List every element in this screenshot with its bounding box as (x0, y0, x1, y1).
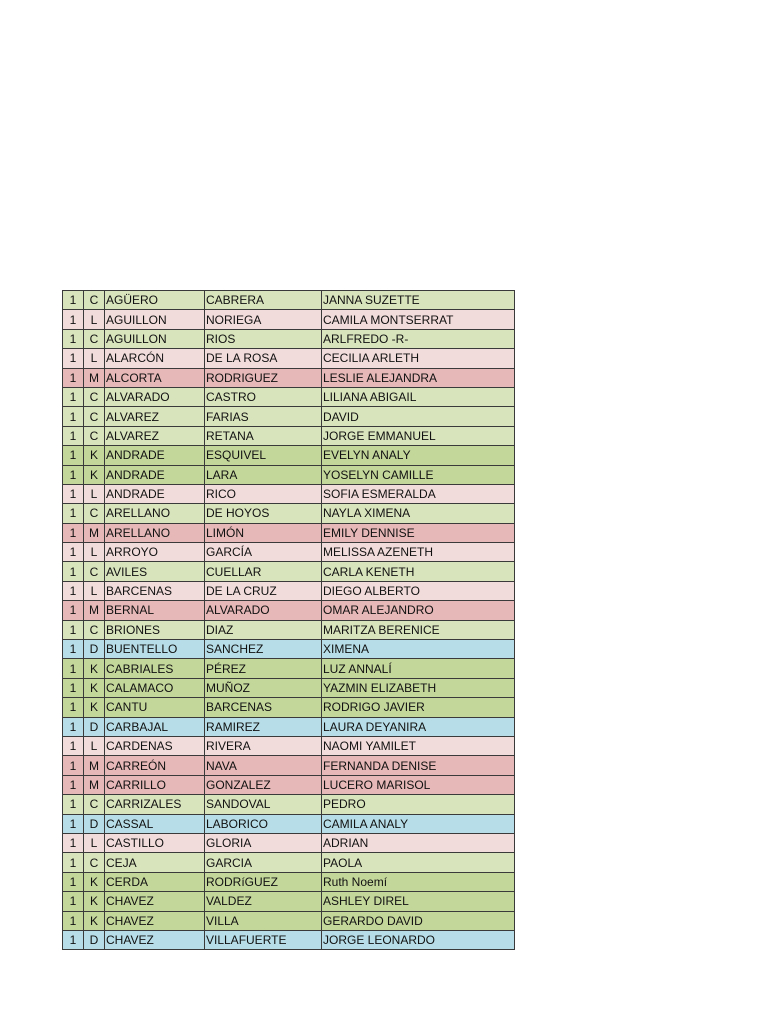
cell-given-names[interactable]: RODRIGO JAVIER (322, 698, 515, 717)
cell-second-surname[interactable]: VILLA (205, 911, 322, 930)
cell-group[interactable]: C (84, 620, 105, 639)
cell-group[interactable]: M (84, 601, 105, 620)
cell-first-surname[interactable]: ANDRADE (105, 446, 205, 465)
cell-second-surname[interactable]: CUELLAR (205, 562, 322, 581)
cell-first-surname[interactable]: ALVARADO (105, 387, 205, 406)
cell-number[interactable]: 1 (63, 911, 84, 930)
cell-first-surname[interactable]: AGÜERO (105, 291, 205, 310)
cell-first-surname[interactable]: BUENTELLO (105, 640, 205, 659)
cell-second-surname[interactable]: DE LA ROSA (205, 349, 322, 368)
cell-number[interactable]: 1 (63, 814, 84, 833)
cell-first-surname[interactable]: ARROYO (105, 543, 205, 562)
cell-given-names[interactable]: LESLIE ALEJANDRA (322, 368, 515, 387)
cell-second-surname[interactable]: RODRIGUEZ (205, 368, 322, 387)
cell-first-surname[interactable]: BRIONES (105, 620, 205, 639)
table-row[interactable] (63, 484, 515, 503)
table-row[interactable] (63, 756, 515, 775)
cell-number[interactable]: 1 (63, 291, 84, 310)
cell-number[interactable]: 1 (63, 523, 84, 542)
cell-group[interactable]: C (84, 504, 105, 523)
table-row[interactable] (63, 814, 515, 833)
cell-first-surname[interactable]: ARELLANO (105, 523, 205, 542)
cell-given-names[interactable]: LILIANA ABIGAIL (322, 387, 515, 406)
cell-number[interactable]: 1 (63, 543, 84, 562)
cell-given-names[interactable]: MARITZA BERENICE (322, 620, 515, 639)
cell-group[interactable]: C (84, 407, 105, 426)
table-row[interactable] (63, 640, 515, 659)
cell-given-names[interactable]: LAURA DEYANIRA (322, 717, 515, 736)
cell-given-names[interactable]: MELISSA AZENETH (322, 543, 515, 562)
cell-second-surname[interactable]: VALDEZ (205, 892, 322, 911)
cell-group[interactable]: K (84, 465, 105, 484)
cell-first-surname[interactable]: CASTILLO (105, 833, 205, 852)
cell-given-names[interactable]: DAVID (322, 407, 515, 426)
table-row[interactable] (63, 911, 515, 930)
table-row[interactable] (63, 581, 515, 600)
cell-second-surname[interactable]: CASTRO (205, 387, 322, 406)
cell-number[interactable]: 1 (63, 581, 84, 600)
cell-first-surname[interactable]: CARDENAS (105, 736, 205, 755)
cell-given-names[interactable]: ASHLEY DIREL (322, 892, 515, 911)
cell-group[interactable]: L (84, 310, 105, 329)
cell-group[interactable]: C (84, 387, 105, 406)
cell-group[interactable]: C (84, 426, 105, 445)
cell-number[interactable]: 1 (63, 795, 84, 814)
cell-given-names[interactable]: NAYLA XIMENA (322, 504, 515, 523)
table-row[interactable] (63, 465, 515, 484)
cell-given-names[interactable]: EMILY DENNISE (322, 523, 515, 542)
cell-second-surname[interactable]: PÉREZ (205, 659, 322, 678)
table-row[interactable] (63, 853, 515, 872)
cell-given-names[interactable]: CAMILA MONTSERRAT (322, 310, 515, 329)
table-row[interactable] (63, 291, 515, 310)
cell-first-surname[interactable]: ALCORTA (105, 368, 205, 387)
cell-first-surname[interactable]: ANDRADE (105, 465, 205, 484)
cell-number[interactable]: 1 (63, 872, 84, 891)
cell-first-surname[interactable]: AGUILLON (105, 329, 205, 348)
table-row[interactable] (63, 426, 515, 445)
cell-first-surname[interactable]: CALAMACO (105, 678, 205, 697)
cell-given-names[interactable]: YAZMIN ELIZABETH (322, 678, 515, 697)
cell-first-surname[interactable]: CABRIALES (105, 659, 205, 678)
cell-number[interactable]: 1 (63, 446, 84, 465)
table-row[interactable] (63, 833, 515, 852)
cell-number[interactable]: 1 (63, 387, 84, 406)
table-row[interactable] (63, 601, 515, 620)
cell-first-surname[interactable]: ANDRADE (105, 484, 205, 503)
cell-first-surname[interactable]: ALARCÓN (105, 349, 205, 368)
cell-first-surname[interactable]: CARREÓN (105, 756, 205, 775)
cell-first-surname[interactable]: CARRIZALES (105, 795, 205, 814)
cell-second-surname[interactable]: ALVARADO (205, 601, 322, 620)
cell-group[interactable]: C (84, 795, 105, 814)
table-row[interactable] (63, 892, 515, 911)
cell-group[interactable]: D (84, 717, 105, 736)
cell-second-surname[interactable]: LIMÓN (205, 523, 322, 542)
cell-group[interactable]: K (84, 872, 105, 891)
cell-second-surname[interactable]: VILLAFUERTE (205, 930, 322, 949)
cell-second-surname[interactable]: MUÑOZ (205, 678, 322, 697)
cell-group[interactable]: L (84, 581, 105, 600)
cell-second-surname[interactable]: GLORIA (205, 833, 322, 852)
cell-group[interactable]: M (84, 756, 105, 775)
cell-group[interactable]: L (84, 543, 105, 562)
cell-given-names[interactable]: SOFIA ESMERALDA (322, 484, 515, 503)
cell-given-names[interactable]: Ruth Noemí (322, 872, 515, 891)
cell-second-surname[interactable]: GONZALEZ (205, 775, 322, 794)
cell-given-names[interactable]: GERARDO DAVID (322, 911, 515, 930)
cell-given-names[interactable]: PEDRO (322, 795, 515, 814)
cell-second-surname[interactable]: DE LA CRUZ (205, 581, 322, 600)
cell-first-surname[interactable]: CERDA (105, 872, 205, 891)
table-row[interactable] (63, 872, 515, 891)
table-row[interactable] (63, 310, 515, 329)
cell-second-surname[interactable]: GARCIA (205, 853, 322, 872)
cell-first-surname[interactable]: BERNAL (105, 601, 205, 620)
table-row[interactable] (63, 446, 515, 465)
cell-number[interactable]: 1 (63, 349, 84, 368)
cell-first-surname[interactable]: CARBAJAL (105, 717, 205, 736)
cell-given-names[interactable]: FERNANDA DENISE (322, 756, 515, 775)
cell-group[interactable]: C (84, 853, 105, 872)
cell-given-names[interactable]: LUCERO MARISOL (322, 775, 515, 794)
cell-second-surname[interactable]: RODRíGUEZ (205, 872, 322, 891)
cell-second-surname[interactable]: RETANA (205, 426, 322, 445)
cell-second-surname[interactable]: RAMIREZ (205, 717, 322, 736)
cell-given-names[interactable]: ADRIAN (322, 833, 515, 852)
cell-number[interactable]: 1 (63, 465, 84, 484)
table-row[interactable] (63, 659, 515, 678)
cell-second-surname[interactable]: NORIEGA (205, 310, 322, 329)
cell-group[interactable]: M (84, 775, 105, 794)
cell-second-surname[interactable]: SANDOVAL (205, 795, 322, 814)
cell-given-names[interactable]: XIMENA (322, 640, 515, 659)
cell-second-surname[interactable]: RIVERA (205, 736, 322, 755)
cell-group[interactable]: C (84, 562, 105, 581)
table-row[interactable] (63, 349, 515, 368)
cell-second-surname[interactable]: RICO (205, 484, 322, 503)
table-row[interactable] (63, 562, 515, 581)
cell-number[interactable]: 1 (63, 756, 84, 775)
cell-group[interactable]: L (84, 484, 105, 503)
cell-group[interactable]: L (84, 833, 105, 852)
roster-body (63, 291, 515, 950)
cell-number[interactable]: 1 (63, 736, 84, 755)
table-row[interactable] (63, 504, 515, 523)
table-row[interactable] (63, 678, 515, 697)
cell-number[interactable]: 1 (63, 717, 84, 736)
cell-group[interactable]: K (84, 698, 105, 717)
cell-number[interactable]: 1 (63, 504, 84, 523)
cell-first-surname[interactable]: AVILES (105, 562, 205, 581)
student-roster-table (62, 290, 515, 950)
table-row[interactable] (63, 775, 515, 794)
cell-second-surname[interactable]: DIAZ (205, 620, 322, 639)
cell-second-surname[interactable]: CABRERA (205, 291, 322, 310)
cell-given-names[interactable]: JORGE LEONARDO (322, 930, 515, 949)
cell-second-surname[interactable]: FARIAS (205, 407, 322, 426)
cell-second-surname[interactable]: LARA (205, 465, 322, 484)
table-row[interactable] (63, 698, 515, 717)
cell-first-surname[interactable]: CARRILLO (105, 775, 205, 794)
cell-group[interactable]: L (84, 349, 105, 368)
cell-given-names[interactable]: CECILIA ARLETH (322, 349, 515, 368)
cell-group[interactable]: K (84, 678, 105, 697)
cell-group[interactable]: C (84, 329, 105, 348)
cell-first-surname[interactable]: ALVAREZ (105, 426, 205, 445)
cell-first-surname[interactable]: BARCENAS (105, 581, 205, 600)
table-row[interactable] (63, 717, 515, 736)
cell-second-surname[interactable]: DE HOYOS (205, 504, 322, 523)
cell-number[interactable]: 1 (63, 775, 84, 794)
cell-given-names[interactable]: YOSELYN CAMILLE (322, 465, 515, 484)
cell-number[interactable]: 1 (63, 620, 84, 639)
cell-first-surname[interactable]: ARELLANO (105, 504, 205, 523)
cell-group[interactable]: K (84, 659, 105, 678)
cell-first-surname[interactable]: CHAVEZ (105, 892, 205, 911)
cell-given-names[interactable]: JANNA SUZETTE (322, 291, 515, 310)
table-row[interactable] (63, 407, 515, 426)
cell-given-names[interactable]: CAMILA ANALY (322, 814, 515, 833)
cell-first-surname[interactable]: ALVAREZ (105, 407, 205, 426)
cell-number[interactable]: 1 (63, 892, 84, 911)
cell-number[interactable]: 1 (63, 329, 84, 348)
cell-second-surname[interactable]: RIOS (205, 329, 322, 348)
cell-number[interactable]: 1 (63, 426, 84, 445)
table-row[interactable] (63, 387, 515, 406)
cell-second-surname[interactable]: ESQUIVEL (205, 446, 322, 465)
cell-number[interactable]: 1 (63, 310, 84, 329)
cell-number[interactable]: 1 (63, 601, 84, 620)
table-row[interactable] (63, 930, 515, 949)
cell-group[interactable]: K (84, 911, 105, 930)
cell-second-surname[interactable]: GARCÍA (205, 543, 322, 562)
cell-number[interactable]: 1 (63, 640, 84, 659)
cell-number[interactable]: 1 (63, 833, 84, 852)
cell-second-surname[interactable]: NAVA (205, 756, 322, 775)
cell-group[interactable]: C (84, 291, 105, 310)
cell-given-names[interactable]: LUZ ANNALÍ (322, 659, 515, 678)
cell-number[interactable]: 1 (63, 930, 84, 949)
cell-given-names[interactable]: EVELYN ANALY (322, 446, 515, 465)
cell-group[interactable]: K (84, 892, 105, 911)
cell-given-names[interactable]: JORGE EMMANUEL (322, 426, 515, 445)
table-row[interactable] (63, 795, 515, 814)
table-row[interactable] (63, 620, 515, 639)
cell-number[interactable]: 1 (63, 853, 84, 872)
cell-group[interactable]: K (84, 446, 105, 465)
cell-number[interactable]: 1 (63, 678, 84, 697)
cell-first-surname[interactable]: CANTU (105, 698, 205, 717)
cell-number[interactable]: 1 (63, 484, 84, 503)
cell-group[interactable]: D (84, 930, 105, 949)
cell-group[interactable]: D (84, 814, 105, 833)
cell-given-names[interactable]: NAOMI YAMILET (322, 736, 515, 755)
cell-given-names[interactable]: OMAR ALEJANDRO (322, 601, 515, 620)
table-row[interactable] (63, 523, 515, 542)
cell-second-surname[interactable]: LABORICO (205, 814, 322, 833)
cell-first-surname[interactable]: CHAVEZ (105, 930, 205, 949)
cell-group[interactable]: L (84, 736, 105, 755)
cell-given-names[interactable]: DIEGO ALBERTO (322, 581, 515, 600)
cell-given-names[interactable]: CARLA KENETH (322, 562, 515, 581)
cell-given-names[interactable]: PAOLA (322, 853, 515, 872)
cell-number[interactable]: 1 (63, 698, 84, 717)
cell-given-names[interactable]: ARLFREDO -R- (322, 329, 515, 348)
cell-first-surname[interactable]: CASSAL (105, 814, 205, 833)
cell-number[interactable]: 1 (63, 407, 84, 426)
cell-first-surname[interactable]: CHAVEZ (105, 911, 205, 930)
cell-number[interactable]: 1 (63, 659, 84, 678)
cell-number[interactable]: 1 (63, 368, 84, 387)
cell-second-surname[interactable]: BARCENAS (205, 698, 322, 717)
cell-group[interactable]: M (84, 368, 105, 387)
cell-first-surname[interactable]: CEJA (105, 853, 205, 872)
table-row[interactable] (63, 736, 515, 755)
table-row[interactable] (63, 368, 515, 387)
cell-second-surname[interactable]: SANCHEZ (205, 640, 322, 659)
cell-first-surname[interactable]: AGUILLON (105, 310, 205, 329)
table-row[interactable] (63, 329, 515, 348)
table-row[interactable] (63, 543, 515, 562)
cell-number[interactable]: 1 (63, 562, 84, 581)
cell-group[interactable]: D (84, 640, 105, 659)
cell-group[interactable]: M (84, 523, 105, 542)
